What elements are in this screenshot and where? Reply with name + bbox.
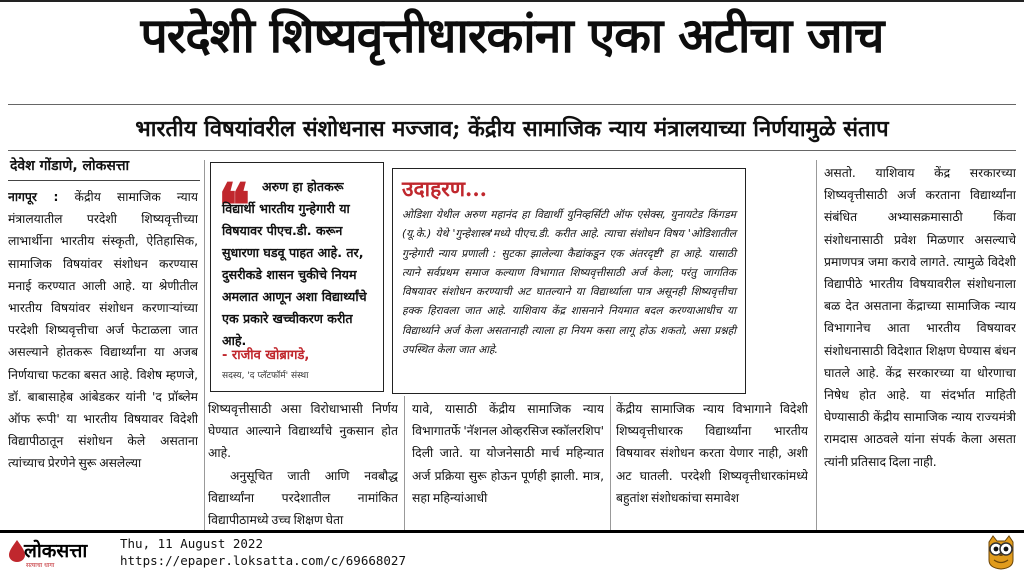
example-text: ओडिशा येथील अरुण महानंद हा विद्यार्थी युनिव्हर्सिटी ऑफ एसेक्स, युनायटेड किंगडम (यू.के.) येथे 'गुन्हेशास्त्र'मध्ये पीएच.डी. करीत आहे. त्याचा संशोधन विषय 'ओडिशातील गुन्हेगारी न्याय प्रणाली : सुटका झालेल्या कैद्यांकडून एक अंतरदृष्टी' हा आहे. यासाठी त्याने सर्वप्रथम समाज कल्याण विभागात शिष्यवृत्तीसाठी अर्ज केला; परंतु जागतिक विषयावर संशोधन करण्याची अट घातल्याने या विद्यार्थ्याला पात्र असूनही शिष्यवृत्तीचा हक्क हिरावला जात आहे. याशिवाय केंद्र शासनाने नियमात बदल करण्याआधीच या विद्यार्थ्याने अर्ज केला असतानाही त्याला हा नियम कसा लागू होऊ शकतो, असा प्रश्नही उपस्थित केला जात आहे.	[402, 209, 736, 357]
column-divider	[204, 160, 205, 530]
footer-url[interactable]: https://epaper.loksatta.com/c/69668027	[120, 553, 406, 568]
owl-icon	[985, 534, 1017, 570]
top-border	[0, 0, 1024, 2]
column-5-text: असतो. याशिवाय केंद्र सरकारच्या शिष्यवृत्तीसाठी अर्ज करताना विद्यार्थ्यांना संबंधित अभ्यासक्रमासाठी किंवा संशोधनासाठी प्रवेश मिळणार असल्याचे प्रमाणपत्र जमा करावे लागते. त्यामुळे विदेशी विद्यापीठे भारतीय विषयावरील संशोधनाला बळ देत असताना केंद्राच्या सामाजिक न्याय विभागानेच आता भारतीय विषयावर संशोधनासाठी विदेशात शिक्षण घेण्यास बंधन घातले आहे. केंद्र सरकारच्या या धोरणाचा निषेध होत आहे. या संदर्भात माहिती घेण्यासाठी केंद्रीय सामाजिक न्याय राज्यमंत्री रामदास आठवले यांना संपर्क केला असता त्यांनी प्रतिसाद दिला नाही.	[824, 166, 1016, 469]
quote-mark-icon: ❝	[218, 171, 251, 241]
subheadline-divider	[8, 150, 1016, 151]
headline: परदेशी शिष्यवृत्तीधारकांना एका अटीचा जाच	[140, 8, 884, 64]
column-1-text: केंद्रीय सामाजिक न्याय मंत्रालयातील परदेशी शिष्यवृत्तीच्या लाभार्थीना भारतीय संस्कृती, ऐतिहासिक, सामाजिक विषयांवर संशोधन करण्यास मनाई करण्यात आली आहे. या श्रेणीतील भारतीय विषयांवर संशोधन करणाऱ्यांच्या परदेशी शिष्यवृत्तीचा अर्ज फेटाळला जात असल्याने होतकरू विद्यार्थ्यांना या अजब निर्णयाचा फटका बसत आहे. विशेष म्हणजे, डॉ. बाबासाहेब आंबेडकर यांनी 'द प्रॉब्लेम ऑफ रूपी' या भारतीय विषयावर विदेशी विद्यापीठातून संशोधन केले असताना त्यांच्याच प्रेरणेने सुरू असलेल्या	[8, 190, 198, 471]
column-divider	[816, 160, 817, 530]
logo-text: लोकसत्ता	[24, 540, 88, 562]
footer-rule	[0, 530, 1024, 533]
article-column-2	[208, 398, 398, 528]
article-column-5	[824, 162, 1016, 528]
subheadline: भारतीय विषयांवरील संशोधनास मज्जाव; केंद्रीय सामाजिक न्याय मंत्रालयाच्या निर्णयामुळे संताप	[135, 116, 889, 142]
article-column-1	[8, 186, 198, 530]
footer-date: Thu, 11 August 2022	[120, 536, 263, 551]
column-divider	[404, 396, 405, 530]
example-title: उदाहरण...	[402, 176, 487, 201]
dateline: नागपूर :	[8, 190, 59, 204]
column-4-text: केंद्रीय सामाजिक न्याय विभागाने विदेशी शिष्यवृत्तीधारक विद्यार्थ्यांना भारतीय विषयावर संशोधन करता येणार नाही, अशी अट घातली. परदेशी शिष्यवृत्तीधारकांमध्ये बहुतांश संशोधकांचा समावेश	[616, 402, 808, 505]
quote-text: अरुण हा होतकरू विद्यार्थी भारतीय गुन्हेगारी या विषयावर पीएच.डी. करून सुधारणा घडवू पाहत आहे. तर, दुसरीकडे शासन चुकीचे नियम अमलात आणून अशा विद्यार्थ्यांचे एक प्रकारे खच्चीकरण करीत आहे.	[222, 179, 367, 348]
headline-divider	[8, 104, 1016, 105]
byline-rule	[8, 180, 200, 181]
logo-tagline: सत्याचा धागा	[26, 562, 55, 569]
column-2-paragraph-1: शिष्यवृत्तीसाठी असा विरोधाभासी निर्णय घेण्यात आल्याने विद्यार्थ्यांचे नुकसान होत आहे.	[208, 402, 398, 461]
quote-author-role: सदस्य, 'द प्लॅटफॉर्म' संस्था	[222, 371, 309, 381]
column-divider	[610, 396, 611, 530]
byline: देवेश गोंडाणे, लोकसत्ता	[10, 158, 130, 174]
article-column-4	[616, 398, 808, 528]
quote-author: - राजीव खोब्रागडे,	[222, 348, 310, 363]
article-column-3	[412, 398, 604, 528]
column-2-paragraph-2: अनुसूचित जाती आणि नवबौद्ध विद्यार्थ्यांना परदेशातील नामांकित विद्यापीठामध्ये उच्च शिक्षण घेता	[208, 468, 398, 528]
column-3-text: यावे, यासाठी केंद्रीय सामाजिक न्याय विभागातर्फे 'नॅशनल ओव्हरसिज स्कॉलरशिप' दिली जाते. या योजनेसाठी मार्च महिन्यात अर्ज प्रक्रिया सुरू होऊन पूर्णही झाली. मात्र, सहा महिन्यांआधी	[412, 402, 604, 505]
